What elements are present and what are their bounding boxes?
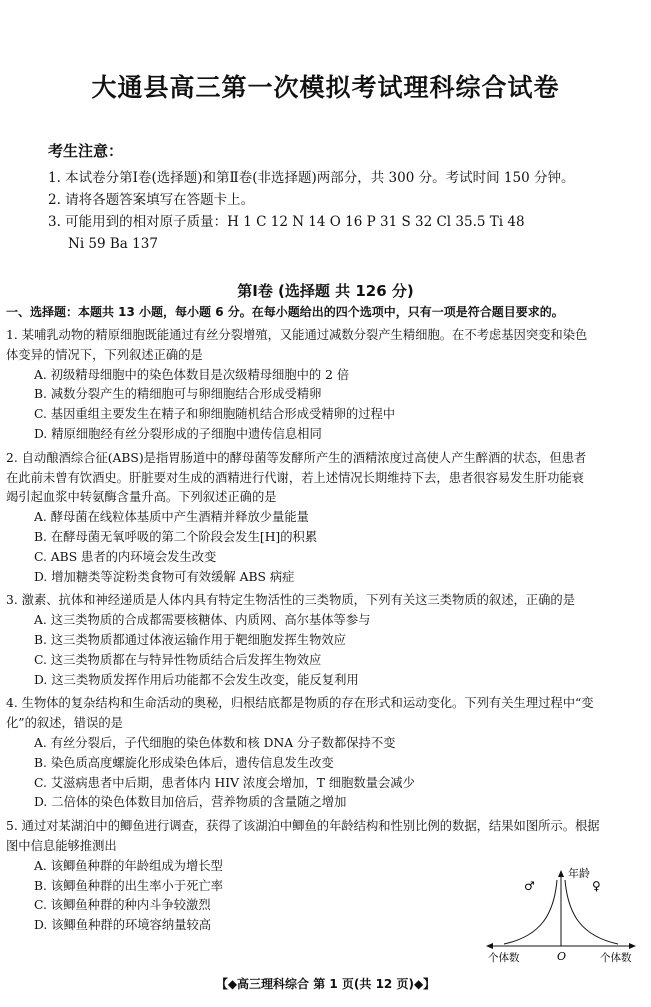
question-option: C. ABS 患者的内环境会发生改变 <box>34 549 217 564</box>
notice-item: 1. 本试卷分第Ⅰ卷(选择题)和第Ⅱ卷(非选择题)两部分，共 300 分。考试时间 150 分钟。 <box>48 170 575 186</box>
question-option: D. 二倍体的染色体数目加倍后，营养物质的含量随之增加 <box>34 795 347 810</box>
question-stem-line: 3. 激素、抗体和神经递质是人体内具有特定生物活性的三类物质，下列有关这三类物质的叙述，正确的是 <box>6 593 576 608</box>
question-stem-line: 1. 某哺乳动物的精原细胞既能通过有丝分裂增殖，又能通过减数分裂产生精细胞。在不考虑基因突变和染色 <box>6 328 588 342</box>
question-stem-line: 化”的叙述，错误的是 <box>6 716 123 731</box>
question-stem-line: 在此前未曾有饮酒史。肝脏要对生成的酒精进行代谢，若上述情况长期维持下去，患者很容易发生肝功能衰 <box>6 470 584 485</box>
age-structure-diagram <box>486 864 636 964</box>
question-option: C. 艾滋病患者中后期，患者体内 HIV 浓度会增加，T 细胞数量会减少 <box>34 775 415 790</box>
question-list <box>6 326 646 940</box>
question-1 <box>6 326 646 445</box>
question-option: D. 这三类物质发挥作用后功能都不会发生改变，能反复利用 <box>34 672 359 687</box>
question-option: C. 基因重组主要发生在精子和卵细胞随机结合形成受精卵的过程中 <box>34 407 396 422</box>
question-4 <box>6 694 646 813</box>
question-option: A. 初级精母细胞中的染色体数目是次级精母细胞中的 2 倍 <box>34 367 350 382</box>
origin-label: O <box>557 950 567 963</box>
x-axis-right-arrow <box>629 943 636 949</box>
notice-block <box>48 140 638 255</box>
question-option: A. 这三类物质的合成都需要核糖体、内质网、高尔基体等参与 <box>34 613 371 628</box>
notice-heading: 考生注意： <box>48 142 124 160</box>
question-stem-line: 竭引起血浆中转氨酶含量升高。下列叙述正确的是 <box>6 490 277 505</box>
question-option: D. 精原细胞经有丝分裂形成的子细胞中遗传信息相同 <box>34 426 322 441</box>
question-option: B. 在酵母菌无氧呼吸的第二个阶段会发生[H]的积累 <box>34 529 318 544</box>
question-option: A. 该鲫鱼种群的年龄组成为增长型 <box>34 858 223 873</box>
question-stem-line: 5. 通过对某湖泊中的鲫鱼进行调查，获得了该湖泊中鲫鱼的年龄结构和性别比例的数据，结果如图所示。根据 <box>6 819 600 834</box>
question-stem-line: 体变异的情况下，下列叙述正确的是 <box>6 347 203 362</box>
question-option: A. 有丝分裂后，子代细胞的染色体数和核 DNA 分子数都保持不变 <box>34 735 396 750</box>
male-symbol: ♂ <box>524 879 535 893</box>
question-option: B. 这三类物质都通过体液运输作用于靶细胞发挥生物效应 <box>34 632 346 647</box>
y-axis-label: 年龄 <box>568 867 590 880</box>
question-option: B. 减数分裂产生的精细胞可与卵细胞结合形成受精卵 <box>34 387 322 402</box>
question-option: D. 该鲫鱼种群的环境容纳量较高 <box>34 918 212 933</box>
notice-item-continuation: Ni 59 Ba 137 <box>68 236 158 252</box>
question-stem-line: 图中信息能够推测出 <box>6 838 117 853</box>
question-option: C. 该鲫鱼种群的种内斗争较激烈 <box>34 898 211 913</box>
question-option: D. 增加糖类等淀粉类食物可有效缓解 ABS 病症 <box>34 569 295 584</box>
question-option: B. 染色质高度螺旋化形成染色体后，遗传信息发生改变 <box>34 755 334 770</box>
question-option: C. 这三类物质都在与特异性物质结合后发挥生物效应 <box>34 652 322 667</box>
female-symbol: ♀ <box>592 879 601 893</box>
question-stem-line: 2. 自动酿酒综合征(ABS)是指胃肠道中的酵母菌等发酵所产生的酒精浓度过高使人产生醉酒的状态，但患者 <box>6 450 587 465</box>
section-instruction: 一、选择题：本题共 13 小题，每小题 6 分。在每小题给出的四个选项中，只有一项是符合题目要求的。 <box>6 305 564 319</box>
x-axis-right-label: 个体数 <box>600 952 632 964</box>
x-axis-left-arrow <box>486 943 493 949</box>
page-title: 大通县高三第一次模拟考试理科综合试卷 <box>91 73 560 102</box>
section-title: 第Ⅰ卷 (选择题 共 126 分) <box>237 282 414 300</box>
question-stem-line: 4. 生物体的复杂结构和生命活动的奥秘，归根结底都是物质的存在形式和运动变化。下列有关生理过程中“变 <box>6 696 594 711</box>
question-option: B. 该鲫鱼种群的出生率小于死亡率 <box>34 878 224 893</box>
question-3 <box>6 591 646 690</box>
notice-item: 2. 请将各题答案填写在答题卡上。 <box>48 192 255 208</box>
question-option: A. 酵母菌在线粒体基质中产生酒精并释放少量能量 <box>34 510 309 525</box>
page-footer: 【◆高三理科综合 第 1 页(共 12 页)◆】 <box>215 977 436 991</box>
question-2 <box>6 449 646 588</box>
x-axis-left-label: 个体数 <box>488 952 520 964</box>
y-axis-arrow <box>558 870 564 877</box>
notice-item: 3. 可能用到的相对原子质量：H 1 C 12 N 14 O 16 P 31 S 32 Cl 35.5 Ti 48 <box>48 214 525 230</box>
